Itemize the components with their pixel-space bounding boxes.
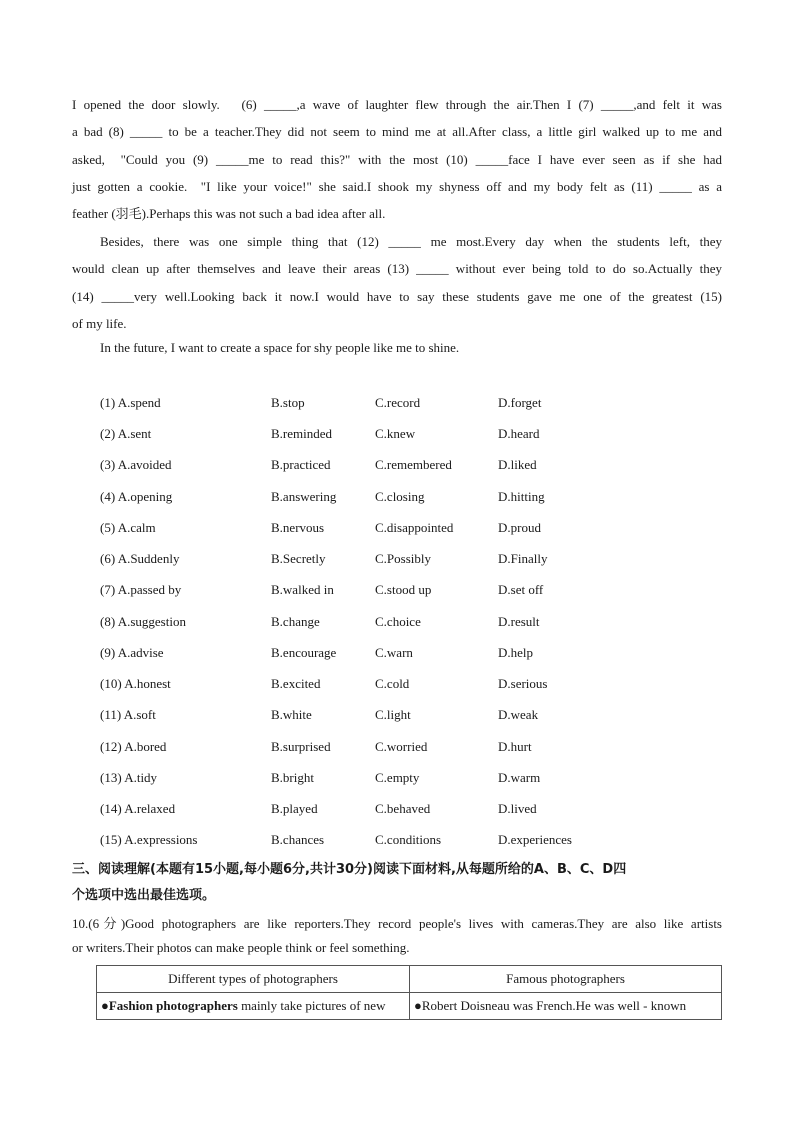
option-b[interactable]: B.chances bbox=[271, 832, 325, 847]
table-cell bbox=[410, 993, 722, 1020]
option-d[interactable]: D.experiences bbox=[498, 832, 572, 847]
passage-line: I opened the door slowly. (6) _____,a wave of laughter flew through the air.Then I (7) _____,and felt it was bbox=[72, 97, 722, 112]
option-d[interactable]: D.warm bbox=[498, 770, 541, 785]
option-a[interactable]: (5) A.calm bbox=[100, 520, 156, 535]
passage-line: In the future, I want to create a space for shy people like me to shine. bbox=[100, 340, 460, 355]
option-b[interactable]: B.reminded bbox=[271, 426, 333, 441]
question-line: 10.(6分)Good photographers are like reporters.They record people's lives with cameras.They are also like artists bbox=[72, 916, 722, 931]
table-cell bbox=[97, 993, 410, 1020]
option-c[interactable]: C.behaved bbox=[375, 801, 431, 816]
option-d[interactable]: D.hurt bbox=[498, 739, 532, 754]
option-c[interactable]: C.knew bbox=[375, 426, 416, 441]
option-row-8 bbox=[100, 614, 660, 634]
section-heading bbox=[72, 857, 722, 909]
option-c[interactable]: C.Possibly bbox=[375, 551, 431, 566]
option-row-10 bbox=[100, 676, 660, 696]
option-b[interactable]: B.excited bbox=[271, 676, 321, 691]
cell-text: mainly take pictures of new bbox=[237, 998, 386, 1013]
option-row-4 bbox=[100, 489, 660, 509]
passage-paragraph-2 bbox=[72, 228, 722, 337]
option-row-6 bbox=[100, 551, 660, 571]
bullet-icon: ● bbox=[101, 998, 109, 1013]
option-row-9 bbox=[100, 645, 660, 665]
option-a[interactable]: (2) A.sent bbox=[100, 426, 152, 441]
option-c[interactable]: C.choice bbox=[375, 614, 421, 629]
option-a[interactable]: (14) A.relaxed bbox=[100, 801, 176, 816]
passage-line: would clean up after themselves and leave their areas (13) _____ without ever being told to do so.Actually they bbox=[72, 261, 722, 277]
option-a[interactable]: (15) A.expressions bbox=[100, 832, 198, 847]
passage-line: feather (羽毛).Perhaps this was not such a bad idea after all. bbox=[72, 206, 386, 222]
option-a[interactable]: (4) A.opening bbox=[100, 489, 173, 504]
option-a[interactable]: (10) A.honest bbox=[100, 676, 171, 691]
option-a[interactable]: (1) A.spend bbox=[100, 395, 161, 410]
option-row-7 bbox=[100, 582, 660, 602]
option-b[interactable]: B.nervous bbox=[271, 520, 325, 535]
option-row-1 bbox=[100, 395, 660, 415]
option-c[interactable]: C.warn bbox=[375, 645, 413, 660]
option-b[interactable]: B.change bbox=[271, 614, 320, 629]
option-b[interactable]: B.practiced bbox=[271, 457, 331, 472]
option-d[interactable]: D.set off bbox=[498, 582, 544, 597]
option-b[interactable]: B.surprised bbox=[271, 739, 331, 754]
option-d[interactable]: D.serious bbox=[498, 676, 548, 691]
section-heading-line: 个选项中选出最佳选项。 bbox=[72, 888, 216, 903]
option-c[interactable]: C.stood up bbox=[375, 582, 432, 597]
option-c[interactable]: C.remembered bbox=[375, 457, 452, 472]
option-row-12 bbox=[100, 739, 660, 759]
passage-line: just gotten a cookie. "I like your voice!" she said.I shook my shyness off and my body felt as (11) _____ as a bbox=[72, 178, 722, 194]
question-10-text bbox=[72, 911, 722, 960]
cell-text: Robert Doisneau was French.He was well - known bbox=[421, 998, 687, 1013]
option-d[interactable]: D.liked bbox=[498, 457, 537, 472]
photographers-table bbox=[96, 965, 722, 1020]
table-header-cell: Famous photographers bbox=[410, 966, 722, 993]
option-d[interactable]: D.lived bbox=[498, 801, 537, 816]
option-row-15 bbox=[100, 832, 660, 852]
option-a[interactable]: (3) A.avoided bbox=[100, 457, 172, 472]
option-b[interactable]: B.answering bbox=[271, 489, 337, 504]
option-row-14 bbox=[100, 801, 660, 821]
option-d[interactable]: D.hitting bbox=[498, 489, 545, 504]
option-d[interactable]: D.heard bbox=[498, 426, 540, 441]
option-a[interactable]: (11) A.soft bbox=[100, 707, 156, 722]
option-d[interactable]: D.Finally bbox=[498, 551, 548, 566]
option-c[interactable]: C.disappointed bbox=[375, 520, 454, 535]
option-a[interactable]: (13) A.tidy bbox=[100, 770, 158, 785]
passage-line: a bad (8) _____ to be a teacher.They did not seem to mind me at all.After class, a little girl walked up to me and bbox=[72, 124, 722, 140]
option-b[interactable]: B.played bbox=[271, 801, 318, 816]
option-c[interactable]: C.worried bbox=[375, 739, 428, 754]
option-b[interactable]: B.bright bbox=[271, 770, 314, 785]
passage-line: Besides, there was one simple thing that (12) _____ me most.Every day when the students left, they bbox=[100, 234, 722, 249]
option-a[interactable]: (9) A.advise bbox=[100, 645, 164, 660]
option-b[interactable]: B.stop bbox=[271, 395, 305, 410]
option-c[interactable]: C.record bbox=[375, 395, 421, 410]
bold-term: Fashion photographers bbox=[108, 998, 238, 1013]
table-header-cell: Different types of photographers bbox=[97, 966, 410, 993]
table-header-row bbox=[97, 966, 722, 993]
passage-line: asked, "Could you (9) _____me to read this?" with the most (10) _____face I have ever seen as if she had bbox=[72, 151, 722, 167]
option-d[interactable]: D.forget bbox=[498, 395, 542, 410]
option-row-13 bbox=[100, 770, 660, 790]
option-c[interactable]: C.cold bbox=[375, 676, 410, 691]
option-b[interactable]: B.encourage bbox=[271, 645, 337, 660]
option-d[interactable]: D.help bbox=[498, 645, 534, 660]
option-a[interactable]: (12) A.bored bbox=[100, 739, 167, 754]
option-c[interactable]: C.closing bbox=[375, 489, 425, 504]
bullet-icon: ● bbox=[414, 998, 422, 1013]
option-c[interactable]: C.light bbox=[375, 707, 411, 722]
option-a[interactable]: (8) A.suggestion bbox=[100, 614, 186, 629]
option-row-3 bbox=[100, 457, 660, 477]
passage-line: (14) _____very well.Looking back it now.I would have to say these students gave me one of the greatest (15) bbox=[72, 288, 722, 304]
option-d[interactable]: D.weak bbox=[498, 707, 539, 722]
option-row-5 bbox=[100, 520, 660, 540]
option-b[interactable]: B.walked in bbox=[271, 582, 334, 597]
passage-line: of my life. bbox=[72, 315, 127, 331]
option-row-11 bbox=[100, 707, 660, 727]
question-line: or writers.Their photos can make people think or feel something. bbox=[72, 940, 410, 955]
passage-paragraph-3 bbox=[72, 334, 722, 361]
passage-paragraph-1 bbox=[72, 91, 722, 227]
table-row bbox=[97, 993, 722, 1020]
option-a[interactable]: (7) A.passed by bbox=[100, 582, 182, 597]
option-c[interactable]: C.empty bbox=[375, 770, 420, 785]
option-c[interactable]: C.conditions bbox=[375, 832, 442, 847]
option-d[interactable]: D.result bbox=[498, 614, 540, 629]
option-b[interactable]: B.white bbox=[271, 707, 312, 722]
section-heading-line: 三、阅读理解(本题有15小题,每小题6分,共计30分)阅读下面材料,从每题所给的A、B、C、D四 bbox=[72, 862, 627, 877]
option-b[interactable]: B.Secretly bbox=[271, 551, 326, 566]
option-a[interactable]: (6) A.Suddenly bbox=[100, 551, 180, 566]
option-d[interactable]: D.proud bbox=[498, 520, 541, 535]
option-row-2 bbox=[100, 426, 660, 446]
